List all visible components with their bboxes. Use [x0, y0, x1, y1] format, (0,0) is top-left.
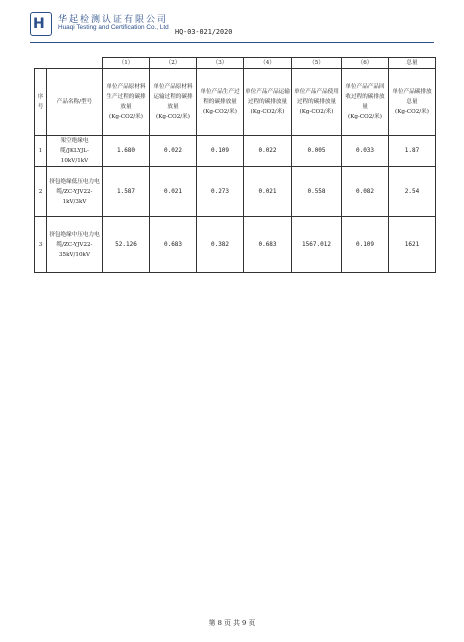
header-col-total-unit: (Kg-CO2/米)	[395, 109, 429, 115]
col-number-6: （6）	[342, 58, 389, 69]
row-value: 0.022	[244, 136, 292, 167]
header-col-2	[150, 69, 197, 136]
logo-letter: H	[33, 16, 45, 32]
header-col-4	[244, 69, 292, 136]
table-row	[35, 167, 436, 217]
report-header	[30, 10, 440, 40]
col-number-1: （1）	[103, 58, 150, 69]
header-col-total	[389, 69, 436, 136]
header-col-5	[292, 69, 342, 136]
header-col-6-title: 单位产品产品回收过程的碳排放量	[345, 84, 385, 110]
row-value: 0.005	[292, 136, 342, 167]
row-value: 1.680	[103, 136, 150, 167]
row-value: 0.021	[150, 167, 197, 217]
row-value: 0.273	[197, 167, 244, 217]
row-value: 0.683	[244, 217, 292, 273]
header-row	[35, 69, 436, 136]
row-seq: 2	[35, 167, 47, 217]
header-seq: 序号	[35, 69, 47, 136]
row-value: 0.082	[342, 167, 389, 217]
row-value: 0.022	[150, 136, 197, 167]
company-logo	[30, 12, 52, 36]
col-number-3: （3）	[197, 58, 244, 69]
row-value: 1.587	[103, 167, 150, 217]
header-col-2-title: 单位产品原材料运输过程的碳排放量	[153, 84, 193, 110]
col-number-4: （4）	[244, 58, 292, 69]
row-total: 1621	[389, 217, 436, 273]
page-number: 第 8 页 共 9 页	[208, 619, 256, 627]
row-value: 0.033	[342, 136, 389, 167]
col-number-total: 总量	[389, 58, 436, 69]
row-value: 0.558	[292, 167, 342, 217]
row-product-name: 架空绝缘电缆/JKLYJL-10kV/1kV	[47, 136, 103, 167]
header-divider	[30, 42, 434, 43]
company-name-cn: 华起检测认证有限公司	[58, 15, 169, 25]
table-row	[35, 217, 436, 273]
row-seq: 1	[35, 136, 47, 167]
row-product-name: 挤包绝缘中压电力电缆/ZC-YJV22-35kV/10kV	[47, 217, 103, 273]
header-col-3-title: 单位产品生产过程的碳排放量	[200, 89, 240, 105]
row-value: 0.109	[197, 136, 244, 167]
row-seq: 3	[35, 217, 47, 273]
row-value: 0.382	[197, 217, 244, 273]
row-value: 0.021	[244, 167, 292, 217]
row-value: 52.126	[103, 217, 150, 273]
header-col-4-unit: (Kg-CO2/米)	[250, 109, 285, 115]
blank-corner	[35, 58, 103, 69]
header-col-1-unit: (Kg-CO2/米)	[109, 114, 143, 120]
header-col-total-title: 单位产品碳排放总量	[392, 89, 432, 105]
header-col-3	[197, 69, 244, 136]
header-col-6	[342, 69, 389, 136]
header-col-5-title: 单位产品产品使用过程的碳排放量	[294, 89, 339, 105]
header-col-6-unit: (Kg-CO2/米)	[348, 114, 382, 120]
header-col-1-title: 单位产品原材料生产过程的碳排放量	[106, 84, 146, 110]
col-number-2: （2）	[150, 58, 197, 69]
row-value: 0.109	[342, 217, 389, 273]
header-product: 产品名称/型号	[47, 69, 103, 136]
header-col-2-unit: (Kg-CO2/米)	[156, 114, 190, 120]
header-col-5-unit: (Kg-CO2/米)	[299, 109, 334, 115]
col-number-5: （5）	[292, 58, 342, 69]
carbon-emission-table	[34, 57, 436, 273]
header-col-4-title: 单位产品产品运输过程的碳排放量	[245, 89, 290, 105]
row-value: 1567.012	[292, 217, 342, 273]
company-name-en: Huaqi Testing and Certification Co., Ltd	[58, 24, 169, 31]
row-product-name: 挤包绝缘低压电力电缆/ZC-YJV22-1kV/3kV	[47, 167, 103, 217]
header-col-3-unit: (Kg-CO2/米)	[203, 109, 237, 115]
table-row	[35, 136, 436, 167]
row-value: 0.683	[150, 217, 197, 273]
column-number-row	[35, 58, 436, 69]
row-total: 2.54	[389, 167, 436, 217]
row-total: 1.87	[389, 136, 436, 167]
header-col-1	[103, 69, 150, 136]
document-number: HQ-03-021/2020	[175, 28, 233, 36]
